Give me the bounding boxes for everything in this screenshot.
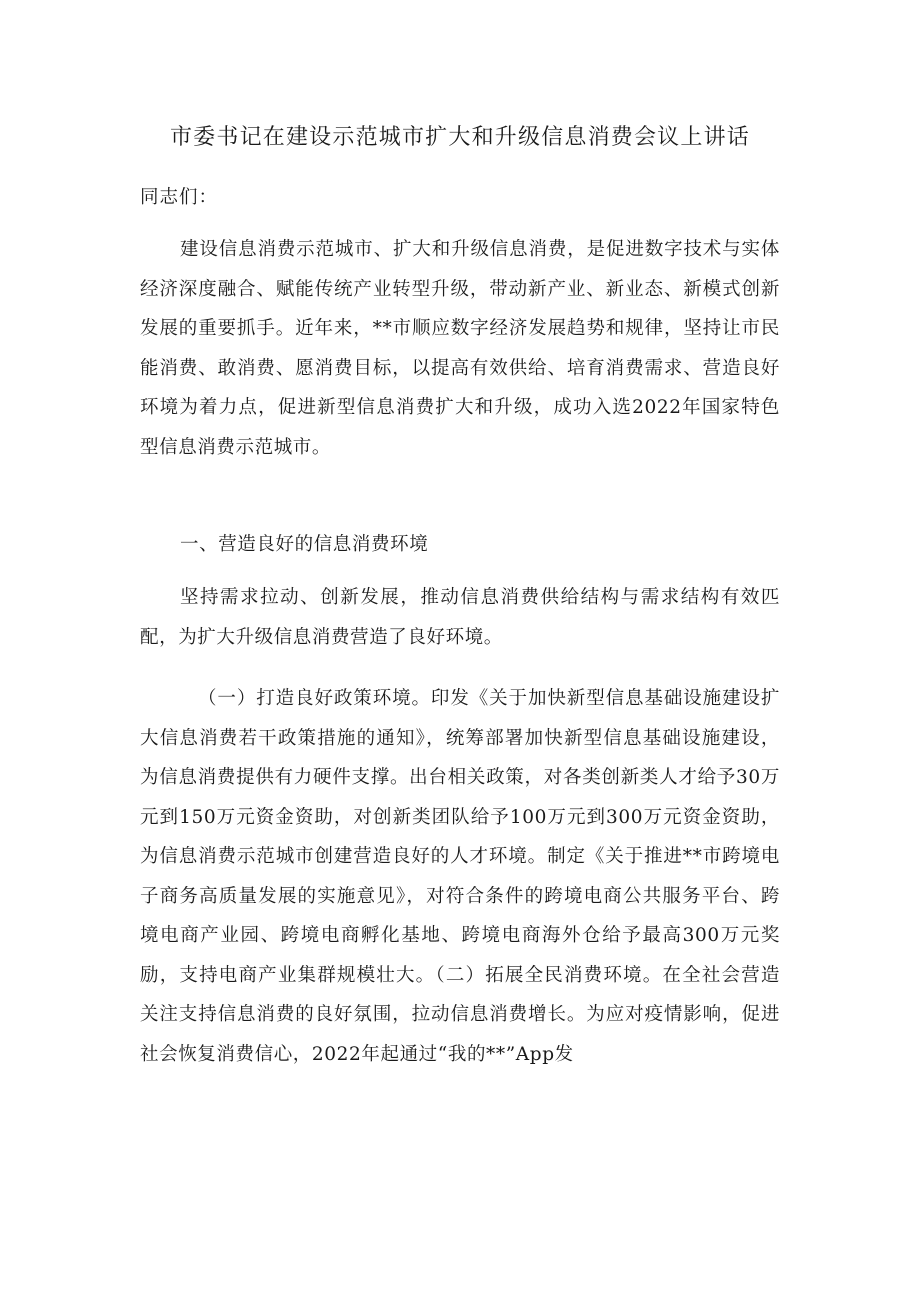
paragraph-section-intro: 坚持需求拉动、创新发展，推动信息消费供给结构与需求结构有效匹配，为扩大升级信息消费营造了良好环境。 — [140, 587, 780, 648]
salutation: 同志们： — [140, 187, 219, 208]
document-title: 市委书记在建设示范城市扩大和升级信息消费会议上讲话 — [169, 125, 750, 150]
section-heading: 一、营造良好的信息消费环境 — [180, 534, 429, 555]
paragraph-section-body: （一）打造良好政策环境。印发《关于加快新型信息基础设施建设扩大信息消费若干政策措施的通知》，统筹部署加快新型信息基础设施建设，为信息消费提供有力硬件支撑。出台相关政策，对各类创新类人才给予30万元到150万元资金资助，对创新类团队给予100万元到300万元资金资助，为信息消费示范城市创建营造良好的人才环境。制定《关于推进**市跨境电子商务高质量发展的实施意见》，对符合条件的跨境电商公共服务平台、跨境电商产业园、跨境电商孵化基地、跨境电商海外仓给予最高300万元奖励，支持电商产业集群规模壮大。（二）拓展全民消费环境。在全社会营造关注支持信息消费的良好氛围，拉动信息消费增长。为应对疫情影响，促进社会恢复消费信心，2022年起通过“我的**”App发 — [140, 688, 780, 1065]
paragraph-intro: 建设信息消费示范城市、扩大和升级信息消费，是促进数字技术与实体经济深度融合、赋能传统产业转型升级，带动新产业、新业态、新模式创新发展的重要抓手。近年来，**市顺应数字经济发展趋势和规律，坚持让市民能消费、敢消费、愿消费目标，以提高有效供给、培育消费需求、营造良好环境为着力点，促进新型信息消费扩大和升级，成功入选2022年国家特色型信息消费示范城市。 — [140, 239, 780, 458]
